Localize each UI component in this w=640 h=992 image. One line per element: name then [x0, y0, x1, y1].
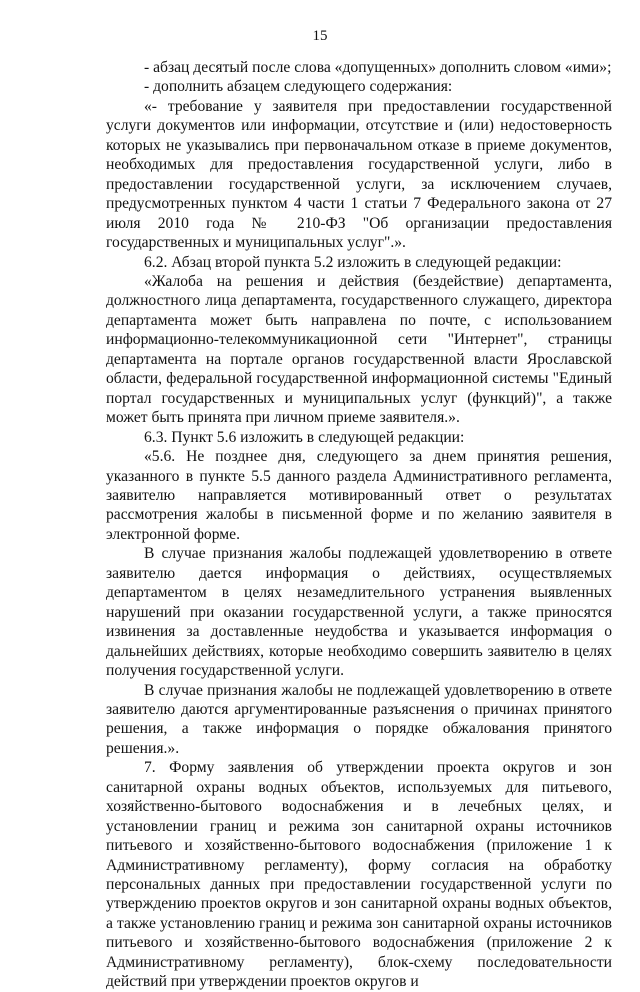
paragraph-1: - абзац десятый после слова «допущенных» дополнить словом «ими»; [144, 59, 612, 76]
paragraph-8: В случае признания жалобы подлежащей удовлетворению в ответе заявителю дается информация о действиях, осуществляемых департаментом в целях незамедлительного устранения выявленных нарушений при оказании государственной услуги, а также приносятся извинения за доставленные неудобства и указывается информация о дальнейших действиях, которые необходимо совершить заявителю в целях получения государственной услуги. [106, 545, 612, 680]
paragraph-3: «- требование у заявителя при предоставлении государственной услуги документов или информации, отсутствие и (или) недостоверность которых не указывались при первоначальном отказе в приеме документов, необходимых для предоставления государственной услуги, либо в предоставлении государственной услуги, за исключением случаев, предусмотренных пунктом 4 части 1 статьи 7 Федерального закона от 27 июля 2010 года № 210-ФЗ "Об организации предоставления государственных и муниципальных услуг".». [106, 97, 612, 252]
paragraph-5: «Жалоба на решения и действия (бездействие) департамента, должностного лица департамента, государственного служащего, директора департамента может быть направлена по почте, с использованием информационно-телекоммуникационной сети "Интернет", страницы департамента на портале органов государственной власти Ярославской области, федеральной государственной информационной системы "Единый портал государственных и муниципальных услуг (функций)", а также может быть принята при личном приеме заявителя.». [106, 272, 612, 427]
paragraph-6: 6.3. Пункт 5.6 изложить в следующей редакции: [144, 428, 465, 446]
paragraph-7: «5.6. Не позднее дня, следующего за днем принятия решения, указанного в пункте 5.5 данного раздела Административного регламента, заявителю направляется мотивированный ответ о результатах рассмотрения жалобы в письменной форме и по желанию заявителя в электронной форме. [106, 448, 612, 543]
page-number: 15 [312, 28, 328, 44]
document-body [106, 58, 612, 992]
paragraph-4: 6.2. Абзац второй пункта 5.2 изложить в следующей редакции: [144, 253, 562, 271]
paragraph-10: 7. Форму заявления об утверждении проекта округов и зон санитарной охраны водных объектов, используемых для питьевого, хозяйственно-бытового водоснабжения и в лечебных целях, и установлении границ и режима зон санитарной охраны источников питьевого и хозяйственно-бытового водоснабжения (приложение 1 к Административному регламенту), форму согласия на обработку персональных данных при предоставлении государственной услуги по утверждению проектов округов и зон санитарной охраны водных объектов, а также установлению границ и режима зон санитарной охраны источников питьевого и хозяйственно-бытового водоснабжения (приложение 2 к Административному регламенту), блок-схему последовательности действий при утверждении проектов округов и [106, 759, 612, 991]
paragraph-9: В случае признания жалобы не подлежащей удовлетворению в ответе заявителю даются аргументированные разъяснения о причинах принятого решения, а также информация о порядке обжалования принятого решения.». [106, 681, 612, 757]
paragraph-2: - дополнить абзацем следующего содержания: [144, 78, 453, 96]
